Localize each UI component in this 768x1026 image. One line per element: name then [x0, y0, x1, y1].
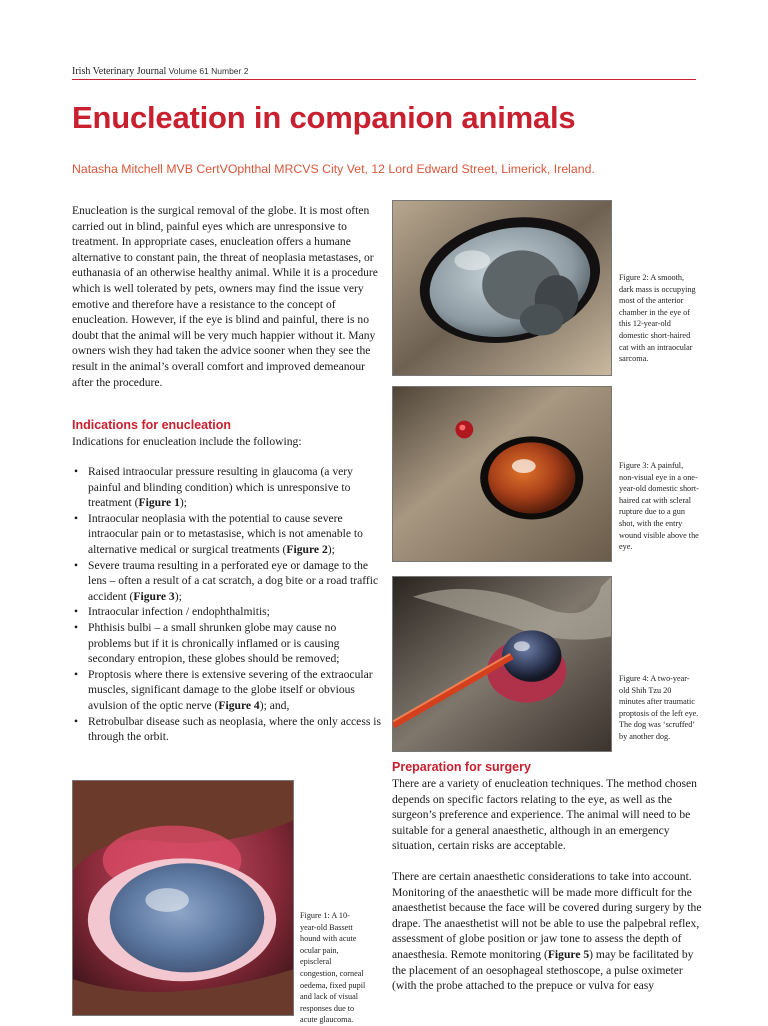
figure-4-caption: Figure 4: A two-year-old Shih Tzu 20 minutes after traumatic proptosis of the left eye. The dog was ‘scruffed’ by another dog. [619, 674, 699, 741]
journal-name: Irish Veterinary Journal [72, 66, 167, 77]
preparation-heading: Preparation for surgery [392, 760, 531, 774]
list-item: • Raised intraocular pressure resulting in glaucoma (a very painful and blinding condition) which is unresponsive to treatment (Figure 1); [72, 464, 382, 511]
list-item: • Severe trauma resulting in a perforated eye or damage to the lens – often a result of a cat scratch, a dog bite or a road traffic accident (Figure 3); [72, 558, 382, 605]
figure-1-photo [72, 780, 294, 1016]
indications-lead: Indications for enucleation include the following: [72, 435, 302, 448]
figure-3-photo [392, 386, 612, 562]
list-item: • Intraocular infection / endophthalmitis; [72, 604, 382, 620]
indications-heading: Indications for enucleation [72, 418, 232, 432]
list-item: • Intraocular neoplasia with the potential to cause severe intraocular pain or to metastasise, which is not amenable to alternative medical or surgical treatments (Figure 2); [72, 511, 382, 558]
journal-volume: Volume 61 Number 2 [168, 66, 249, 76]
list-item: • Retrobulbar disease such as neoplasia, where the only access is through the orbit. [72, 714, 382, 745]
figure-4-photo [392, 576, 612, 752]
figure-2-caption: Figure 2: A smooth, dark mass is occupying most of the anterior chamber in the eye of this 12-year-old domestic short-haired cat with an intraocular sarcoma. [619, 273, 696, 364]
indications-list [72, 464, 382, 745]
figure-3-caption: Figure 3: A painful, non-visual eye in a one-year-old domestic short-haired cat with scleral rupture due to a gun shot, with the entry wound visible above the eye. [619, 461, 699, 552]
figure-1-caption: Figure 1: A 10-year-old Bassett hound with acute ocular pain, episcleral congestion, corneal oedema, fixed pupil and lack of visual responses due to acute glaucoma. [300, 911, 366, 1025]
figure-2-photo [392, 200, 612, 376]
author-line: Natasha Mitchell MVB CertVOphthal MRCVS City Vet, 12 Lord Edward Street, Limerick, Ireland. [72, 162, 595, 176]
preparation-paragraph-1: There are a variety of enucleation techniques. The method chosen depends on specific factors relating to the eye, as well as the surgeon’s preference and experience. The animal will need to be suitable for a general anaesthetic, although in an emergency situation, certain risks are acceptable. [392, 777, 697, 853]
list-item: • Phthisis bulbi – a small shrunken globe may cause no problems but if it is chronically inflamed or is causing secondary entropion, these globes should be removed; [72, 620, 382, 667]
header-rule [72, 79, 696, 80]
list-item: • Proptosis where there is extensive severing of the extraocular muscles, significant damage to the globe itself or obvious avulsion of the optic nerve (Figure 4); and, [72, 667, 382, 714]
intro-paragraph: Enucleation is the surgical removal of the globe. It is most often carried out in blind, painful eyes which are unresponsive to treatment. In appropriate cases, enucleation offers a humane alternative to constant pain, the threat of neoplasia metastases, or euthanasia of an otherwise healthy animal. While it is a procedure which is well tolerated by pets, owners may find the issue very emotive and therefore have a resistance to the concept of enucleation. However, if the eye is blind and painful, there is no doubt that the animal will be very much happier without it. Many owners wish they had taken the advice sooner when they see the result in the animal’s overall comfort and improved demeanour after the procedure. [72, 204, 378, 389]
journal-header [72, 66, 248, 77]
article-title: Enucleation in companion animals [72, 100, 576, 135]
preparation-paragraph-2: There are certain anaesthetic considerations to take into account. Monitoring of the anaesthetic will be made more difficult for the anaesthetist because the face will be covered during surgery by the drape. The anaesthetist will not be able to use the palpebral reflex, assessment of globe position or jaw tone to assess the depth of anaesthesia. Remote monitoring (Figure 5) may be facilitated by the placement of an oesophageal stethoscope, a pulse oximeter (with the probe attached to the prepuce or vulva for easy [392, 870, 702, 993]
